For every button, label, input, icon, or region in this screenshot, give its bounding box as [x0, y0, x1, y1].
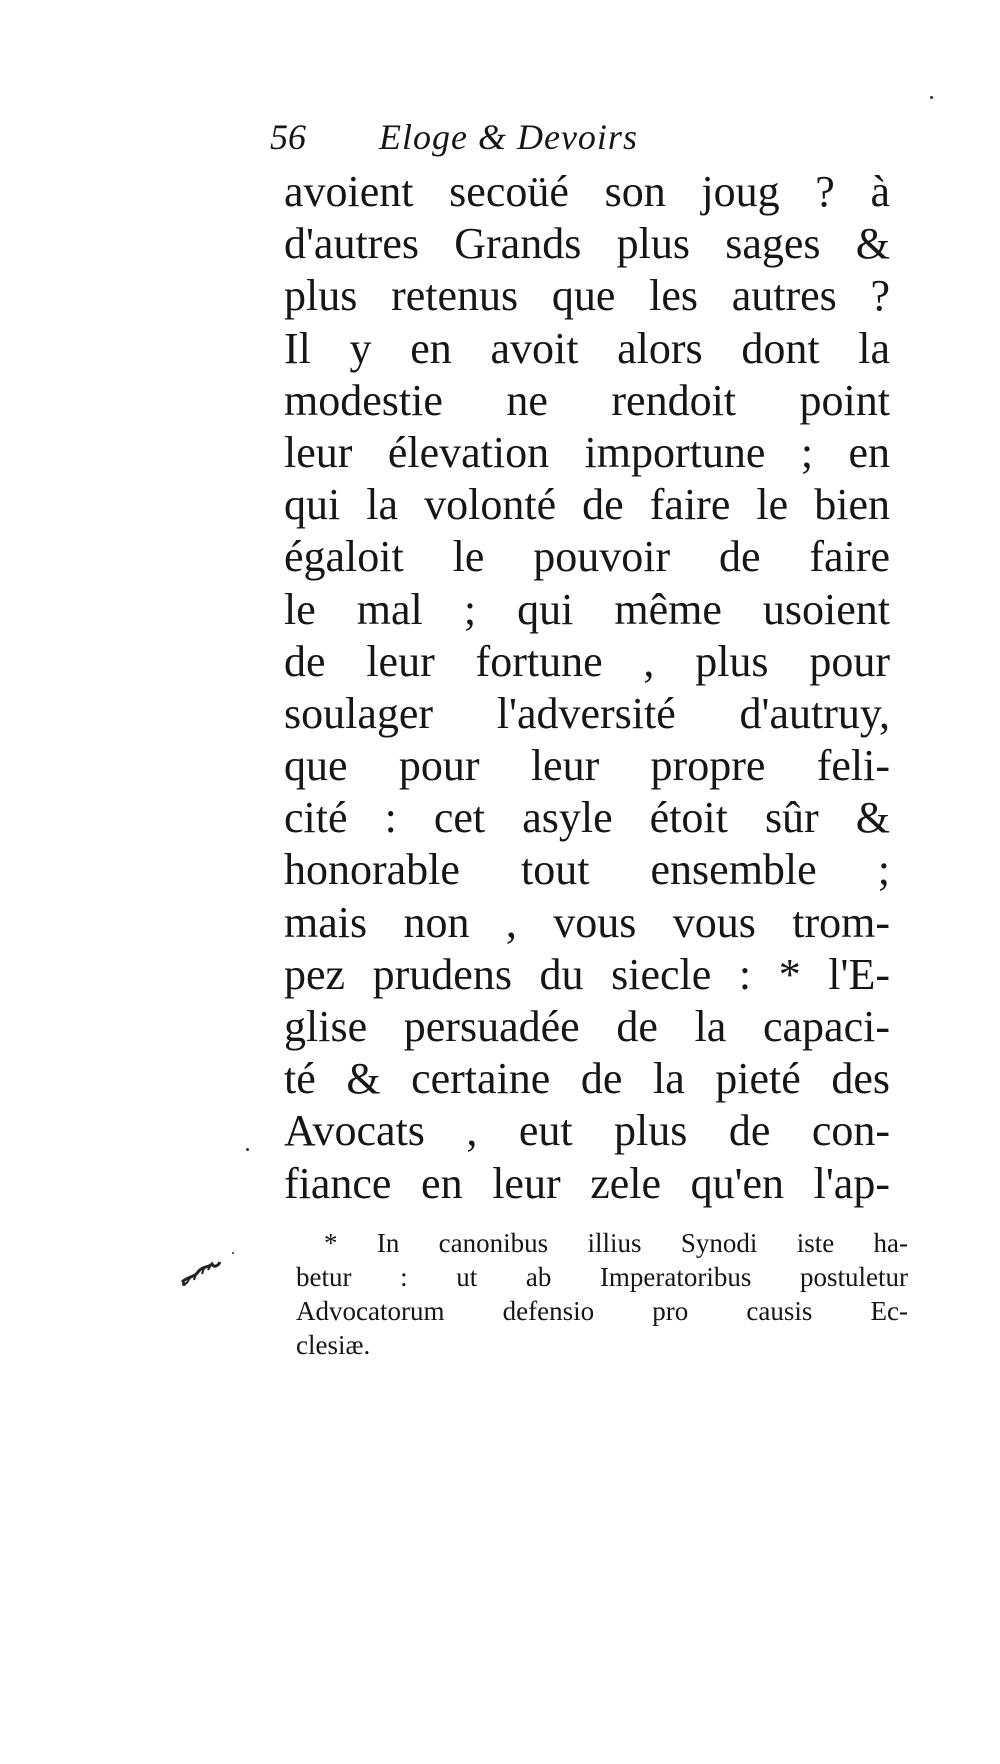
page-number: 56 [270, 117, 306, 157]
text-line: cité : cet asyle étoit sûr & [284, 793, 890, 843]
text-line: égaloit le pouvoir de faire [284, 532, 890, 582]
footnote-line: clesiæ. [296, 1330, 371, 1360]
text-line: de leur fortune , plus pour [284, 636, 890, 686]
text-line: leur élevation importune ; en [284, 427, 890, 477]
text-line: mais non , vous vous trom- [284, 897, 890, 947]
text-line: avoient secoüé son joug ? à [284, 167, 890, 216]
footnote-line: * In canonibus illius Synodi iste ha- [324, 1228, 908, 1258]
running-title: Eloge & Devoirs [379, 117, 638, 157]
text-line: honorable tout ensemble ; [284, 845, 890, 895]
text-line: pez prudens du siecle : * l'E- [284, 949, 890, 999]
printer-ornament-icon [178, 1258, 222, 1288]
page-header [270, 112, 790, 162]
footnote-line: Advocatorum defensio pro causis Ec- [296, 1296, 908, 1326]
text-line: fiance en leur zele qu'en l'ap- [284, 1158, 890, 1208]
paper-speck [246, 1148, 249, 1151]
text-line: que pour leur propre feli- [284, 741, 890, 791]
text-line: soulager l'adversité d'autruy, [284, 688, 890, 738]
paper-speck [232, 1252, 234, 1254]
text-line: plus retenus que les autres ? [284, 271, 890, 321]
text-line: modestie ne rendoit point [284, 375, 890, 425]
text-line: qui la volonté de faire le bien [284, 480, 890, 530]
text-line: té & certaine de la pieté des [284, 1054, 890, 1104]
footnote [296, 1226, 908, 1362]
text-line: glise persuadée de la capaci- [284, 1002, 890, 1051]
paper-speck [930, 96, 933, 99]
text-line: le mal ; qui même usoient [284, 584, 890, 634]
text-line: Il y en avoit alors dont la [284, 323, 890, 373]
body-text [284, 166, 890, 1210]
text-line: d'autres Grands plus sages & [284, 219, 890, 269]
text-line: Avocats , eut plus de con- [284, 1106, 890, 1156]
footnote-line: betur : ut ab Imperatoribus postuletur [296, 1262, 908, 1292]
